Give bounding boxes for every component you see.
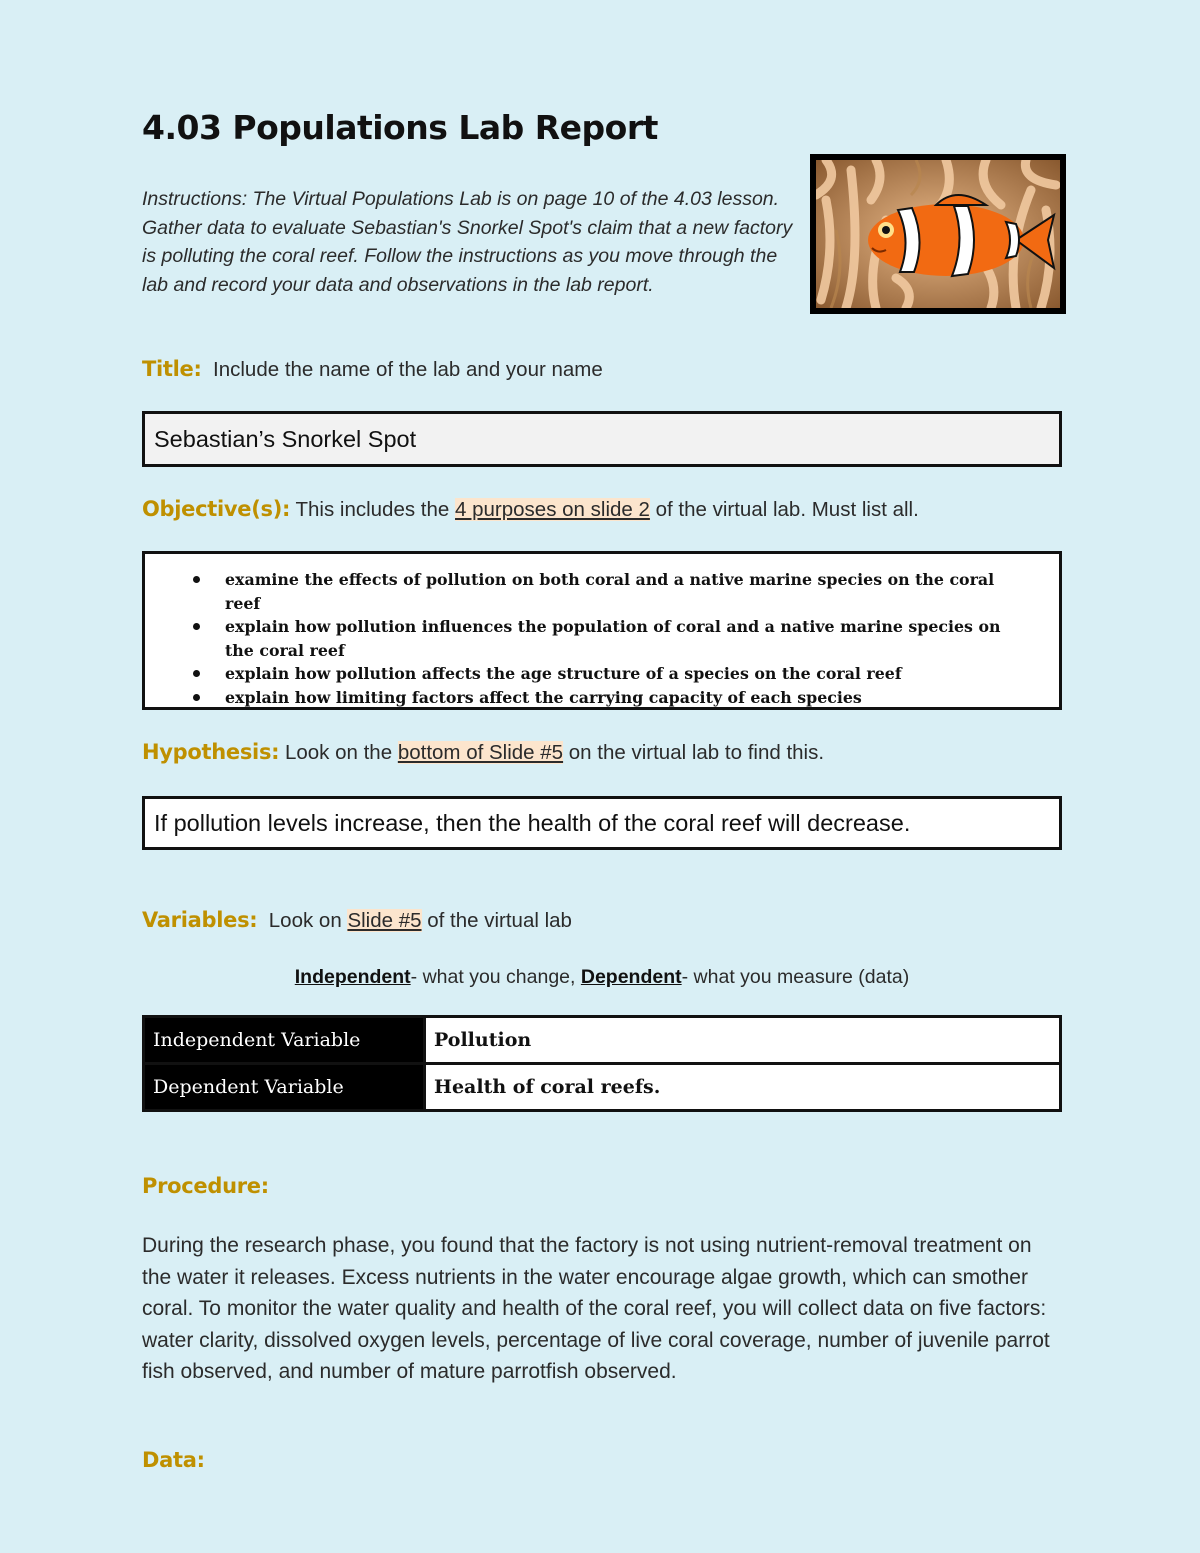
dependent-variable-value[interactable]: Health of coral reefs. bbox=[425, 1064, 1061, 1111]
independent-desc: - what you change, bbox=[410, 966, 576, 988]
variables-prompt-line bbox=[142, 908, 572, 933]
dependent-variable-header: Dependent Variable bbox=[144, 1064, 425, 1111]
hypothesis-slide-link[interactable]: bottom of Slide #5 bbox=[397, 741, 564, 764]
list-item: explain how limiting factors affect the carrying capacity of each species bbox=[225, 686, 1059, 710]
variables-prompt-before: Look on bbox=[268, 909, 342, 932]
list-item: examine the effects of pollution on both coral and a native marine species on the coral reef bbox=[225, 568, 1059, 615]
objectives-prompt-before: This includes the bbox=[295, 498, 450, 521]
objectives-label: Objective(s): bbox=[142, 497, 291, 521]
title-label: Title: bbox=[142, 357, 202, 381]
table-row bbox=[144, 1017, 1061, 1064]
procedure-heading-line bbox=[142, 1174, 269, 1199]
data-label: Data: bbox=[142, 1448, 205, 1472]
hypothesis-label: Hypothesis: bbox=[142, 740, 280, 764]
list-item: explain how pollution affects the age structure of a species on the coral reef bbox=[225, 662, 1059, 686]
hypothesis-prompt-line bbox=[142, 740, 824, 765]
objectives-slide-link[interactable]: 4 purposes on slide 2 bbox=[455, 498, 650, 521]
table-row bbox=[144, 1064, 1061, 1111]
hypothesis-prompt-after: on the virtual lab to find this. bbox=[568, 741, 825, 764]
clownfish-image bbox=[810, 154, 1066, 314]
objectives-prompt-after: of the virtual lab. Must list all. bbox=[655, 498, 919, 521]
document-title: 4.03 Populations Lab Report bbox=[142, 108, 658, 147]
variables-prompt-after: of the virtual lab bbox=[427, 909, 572, 932]
hypothesis-prompt-before: Look on the bbox=[284, 741, 393, 764]
data-heading-line bbox=[142, 1448, 205, 1473]
dependent-desc: - what you measure (data) bbox=[681, 966, 910, 988]
instructions-paragraph: Instructions: The Virtual Populations Lab is on page 10 of the 4.03 lesson. Gather data to evaluate Sebastian's Snorkel Spot's claim that a new factory is polluting the coral reef. Follow the instructions as you move through the lab and record your data and observations in the lab report. bbox=[142, 188, 793, 296]
objectives-list bbox=[145, 568, 1059, 709]
procedure-paragraph: During the research phase, you found that the factory is not using nutrient-removal treatment on the water it releases. Excess nutrients in the water encourage algae growth, which can smother coral. To monitor the water quality and health of the coral reef, you will collect data on five factors: water clarity, dissolved oxygen levels, percentage of live coral coverage, number of juvenile parrot fish observed, and number of mature parrotfish observed. bbox=[142, 1234, 1050, 1383]
title-answer-field[interactable]: Sebastian’s Snorkel Spot bbox=[142, 411, 1062, 467]
title-prompt-line bbox=[142, 357, 603, 382]
variables-table bbox=[142, 1015, 1062, 1112]
procedure-label: Procedure: bbox=[142, 1174, 269, 1198]
independent-term: Independent bbox=[294, 966, 411, 988]
dependent-term: Dependent bbox=[580, 966, 682, 988]
hypothesis-answer-field[interactable]: If pollution levels increase, then the health of the coral reef will decrease. bbox=[142, 796, 1062, 850]
independent-variable-header: Independent Variable bbox=[144, 1017, 425, 1064]
list-item: explain how pollution influences the population of coral and a native marine species on the coral reef bbox=[225, 615, 1059, 662]
variables-label: Variables: bbox=[142, 908, 258, 932]
independent-variable-value[interactable]: Pollution bbox=[425, 1017, 1061, 1064]
title-prompt: Include the name of the lab and your name bbox=[213, 358, 603, 381]
objectives-prompt-line bbox=[142, 497, 919, 522]
variables-slide-link[interactable]: Slide #5 bbox=[347, 909, 422, 932]
variables-definition-line bbox=[142, 966, 1062, 989]
objectives-answer-box[interactable] bbox=[142, 551, 1062, 710]
